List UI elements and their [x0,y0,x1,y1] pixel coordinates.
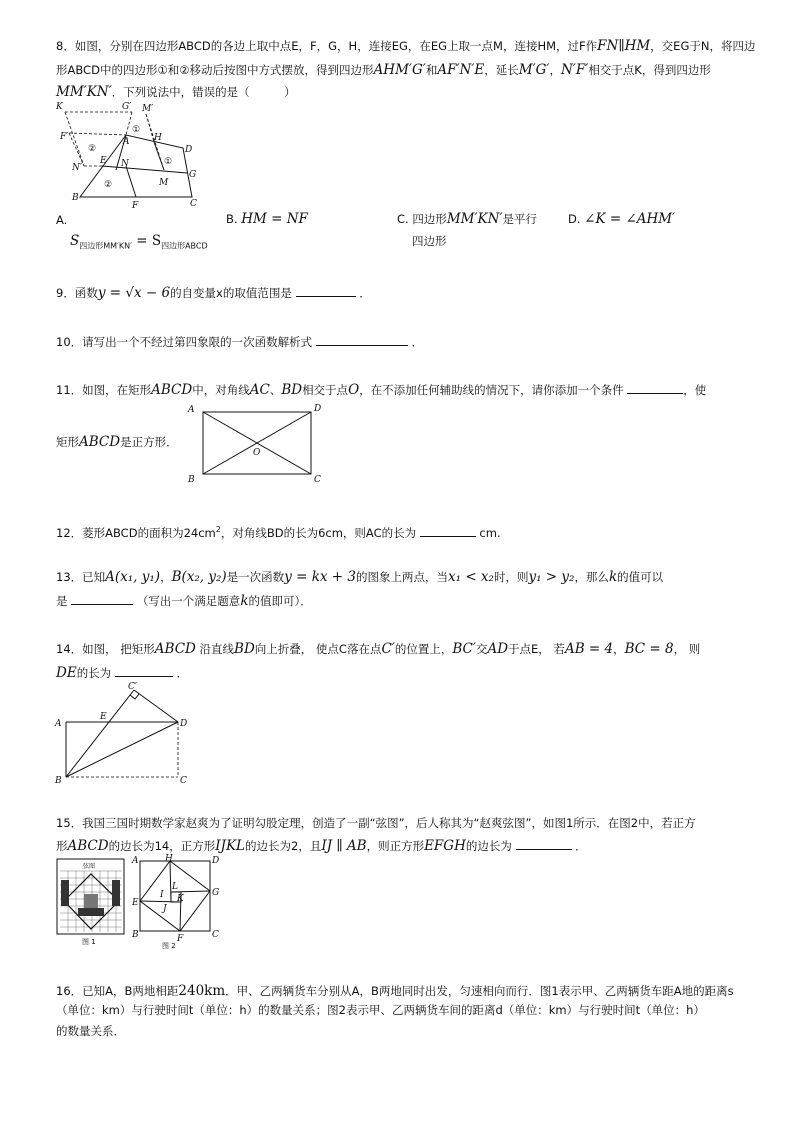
q15-fig2-K: K [177,894,184,904]
q8-edge-eg [102,166,187,173]
q15-figure-1 [56,858,126,948]
q15-fig2-J: J [163,904,167,914]
q15-l2c: 的边长为2，且 [245,839,322,853]
q8-option-a [70,234,208,253]
q11-figure [186,402,326,486]
q15-line2 [56,838,587,854]
q11-abcd: ABCD [151,382,193,398]
q15-fig2-D: D [212,856,220,866]
q11-label-O: O [253,448,261,458]
q8-label-K: K [56,102,63,112]
q14-c: 向上折叠， 使点C落在点 [254,642,382,656]
q8-opt-a-s1: S [70,233,80,249]
q8-dash-f1-a [69,133,126,135]
q11-ac: AC [249,382,270,398]
q11-label-A: A [188,405,195,415]
q15-square-efgh [140,861,210,931]
q8-label-D: D [185,145,193,155]
q14-answer-blank[interactable] [115,665,173,677]
q14-h: ， 则 [673,642,701,656]
q8-label-B: B [72,193,79,203]
q10 [56,334,423,350]
q15-fig2-H: H [165,854,173,864]
q10-text: 10．请写出一个不经过第四象限的一次函数解析式 [56,335,313,349]
q9-math: y = √x − 6 [97,285,171,301]
q11-label-B: B [188,475,195,485]
q8-math-nf: N′F′ [561,62,589,78]
q14-edge-bd [66,722,178,777]
q15-fig2-G: G [212,888,220,898]
q13-line2 [56,593,312,609]
q16-line3: 的数量关系． [56,1024,125,1038]
q15-fig2-F: F [177,934,184,944]
q13-line1 [56,570,663,585]
q8-dash-m1-h [146,114,154,142]
q8-label-E: E [100,156,107,166]
q9-end: ． [359,286,371,300]
q8-opt-a-sub2: 四边形ABCD [161,241,208,251]
q13-f: ，那么 [574,570,609,584]
q14-edge-cpd [134,690,178,722]
q13-pb: B(x₂, y₂) [171,569,227,585]
q14-line1 [56,642,700,657]
q13-line2-a: 是 [56,594,68,608]
q15-fig2-A: A [132,856,139,866]
q8-text-and: 和 [425,63,438,77]
q11-d: 相交于点 [302,383,349,397]
q11-f: ，使 [683,383,707,397]
q8-label-F1: F′ [60,132,69,142]
q15-fig2-B: B [132,930,139,940]
q14-bd: BD [234,641,255,657]
q11-bd: BD [281,382,303,398]
q14-label-B: B [55,776,62,786]
q13-line2-c: 的值即可）． [248,594,312,608]
q14-cp: C′ [381,641,395,657]
q14-b: 沿直线 [195,642,235,656]
q8-text-2b: ，延长 [484,63,519,77]
q11-line2-abcd: ABCD [79,434,121,450]
q12-unit: cm. [479,525,501,540]
q14-label-A: A [55,719,62,729]
q15-l2b: 的边长为14，正方形 [108,839,216,853]
q15-l2a: 形 [56,839,68,853]
q14-f: 于点E， 若 [508,642,565,656]
q8-label-A: A [123,137,130,147]
q8-circle-2-left: ② [88,144,97,154]
q15-l2d: ，则正方形 [366,839,425,853]
q16-dist: 240km [178,983,226,999]
q8-text-2d: 相交于点K，得到四边形 [588,63,711,77]
q15-fig1-caption: 图 1 [82,938,96,946]
q8-label-M: M [159,178,169,188]
q8-line3 [56,85,296,100]
q11-label-C: C [314,475,321,485]
q8-option-c-line2: 四边形 [412,234,447,248]
q8-opt-c-math: MM′KN′ [446,211,503,227]
q15-square-abcd [140,861,210,931]
q15-efgh: EFGH [424,838,466,854]
q8-opt-b-math: HM = NF [241,211,308,227]
q8-opt-d-label: D. [568,212,581,226]
q9-prefix: 9．函数 [56,286,98,300]
q13-fn: y = kx + 3 [284,569,356,585]
q14-line2 [56,665,188,681]
q14-g: ， [613,642,625,656]
q13-b: ， [160,570,172,584]
q8-opt-a-eq: = S [131,233,162,249]
q15-par: IJ ∥ AB [321,838,367,854]
q14-de: DE [56,665,77,681]
q11-b: 中，对角线 [192,383,250,397]
q15-fig2-E: E [132,898,139,908]
q12 [56,522,501,541]
q9-answer-blank[interactable] [296,285,356,297]
q14-line2-end: ． [176,666,188,680]
q14-edge-bcp [66,690,134,777]
q14-a: 14．如图， 把矩形 [56,642,155,656]
q8-text-2a: 形ABCD中的四边形①和②移动后按图中方式摆放，得到四边形 [56,63,374,77]
q14-label-C: C [180,776,187,786]
q13-g: 的值可以 [617,570,664,584]
q8-label-F: F [132,201,139,211]
q8-fn-hm: FN∥HM [597,38,651,54]
q14-d: 的位置上， [394,642,453,656]
q9-suffix: 的自变量x的取值范围是 [170,286,292,300]
q15-fig2-L: L [172,882,178,892]
q15-l2e: 的边长为 [465,839,512,853]
q15-l2end: ． [575,839,587,853]
q15-fig2-C: C [212,930,219,940]
q8-label-C: C [190,199,197,209]
q16-a: 16．已知A，B两地相距 [56,984,179,998]
q8-math-mg: M′G′ [518,62,550,78]
q8-edge-hm [154,142,164,170]
q14-label-D: D [180,719,188,729]
q13-c: 是一次函数 [226,570,285,584]
q14-right-angle-mark [130,694,139,699]
q13-pa: A(x₁, y₁) [105,569,161,585]
q13-answer-blank[interactable] [71,593,133,605]
q12-answer-blank[interactable] [420,525,476,537]
q8-circle-1-right: ① [164,157,173,167]
q11-label-D: D [314,404,322,414]
q8-circle-2-bottom: ② [104,180,113,190]
q11-line2-a: 矩形 [56,435,79,449]
q12-a: 12．菱形ABCD的面积为24cm [56,525,216,540]
q8-dash-f1-n1 [69,133,84,166]
q14-ad: AD [487,641,509,657]
q8-figure [56,100,206,210]
q8-math-afne: AF′N′E [437,62,485,78]
q15-fig2-I: I [160,890,164,900]
q12-sup: 2 [215,525,221,534]
q8-label-G1: G′ [122,102,132,112]
q11-a: 11．如图，在矩形 [56,383,152,397]
q11-answer-blank[interactable] [627,382,683,394]
q11-line1 [56,382,706,398]
q14-bc: BC = 8 [624,641,674,657]
q9 [56,285,371,301]
q8-option-d [568,212,675,227]
q13-a: 13．已知 [56,570,106,584]
q15-figure-2 [130,855,220,950]
q14-bcp: BC′ [452,641,476,657]
q8-label-N1: N′ [72,163,82,173]
q10-answer-blank[interactable] [316,334,408,346]
q13-cond2: y₁ > y₂ [528,569,575,585]
q15-ijkl: IJKL [215,838,246,854]
q15-fig1-title: 弦图 [83,863,96,870]
q10-end: ． [411,335,423,349]
q8-math-mmkn: MM′KN′ [56,84,112,100]
q8-label-H: H [154,133,162,143]
q16-b: ．甲、乙两辆货车分别从A，B两地同时出发，匀速相向而行．图1表示甲、乙两辆货车距A地的距离s [225,984,734,998]
q8-opt-a-sub1: 四边形MM′KN′ [79,241,132,251]
q15-fig2-caption: 图 2 [162,942,176,950]
q8-option-c [397,212,537,227]
q12-b: ，对角线BD的长为6cm，则AC的长为 [220,525,417,540]
q8-label-M1: M′ [142,104,154,114]
q14-label-E: E [100,712,107,722]
q8-text-2c: ， [549,63,561,77]
q11-c: 、 [269,383,282,397]
q11-line2 [56,435,178,450]
q11-line2-b: 是正方形． [120,435,178,449]
q8-opt-d-math: ∠K = ∠AHM′ [584,211,676,227]
q8-option-a-label: A. [56,213,68,227]
q14-label-Cp: C′ [128,682,137,692]
q16-line2: （单位：km）与行驶时间t（单位：h）的数量关系；图2表示甲、乙两辆货车间的距离d（单位：km）与行驶时间t（单位：h） [56,1003,705,1017]
q8-math-ahmg: AHM′G′ [373,62,426,78]
q8-opt-c-tail: 是平行 [502,212,538,226]
q13-line2-k: k [240,593,249,609]
q11-o: O [348,382,360,398]
q14-abcd: ABCD [154,641,196,657]
q13-line2-b: （写出一个满足题意 [136,594,241,608]
q14-figure [54,680,194,786]
q8-opt-c-label: C. 四边形 [397,212,447,226]
q15-abcd: ABCD [67,838,109,854]
q13-e: 时，则 [493,570,529,584]
q8-text-1-tail: ，交EG于N，将四边 [650,39,756,53]
q8-circle-1-top: ① [132,125,141,135]
q8-line2 [56,63,711,78]
q8-text-3: ．下列说法中，错误的是（ ） [111,85,296,99]
q14-line2-a: 的长为 [76,666,112,680]
q15-answer-blank[interactable] [516,838,572,850]
q8-text-1: 8．如图，分别在四边形ABCD的各边上取中点E，F，G，H，连接EG，在EG上取一点M，连接HM，过F作 [56,39,598,53]
q13-cond1: x₁ < x₂ [448,569,494,585]
q11-e: ，在不添加任何辅助线的情况下，请你添加一个条件 [359,383,624,397]
q8-opt-b-label: B. [226,212,238,226]
q13-k: k [608,569,618,585]
q14-e: 交 [475,642,488,656]
q8-option-b [226,212,308,227]
q8-line1 [56,39,755,54]
q14-ab: AB = 4 [564,641,614,657]
q13-d: 的图象上两点，当 [356,570,448,584]
q8-label-G: G [189,170,197,180]
q16-line1 [56,984,734,999]
q15-line1: 15．我国三国时期数学家赵爽为了证明勾股定理，创造了一副“弦图”，后人称其为“赵爽弦图”，如图1所示．在图2中，若正方 [56,816,696,830]
q8-edge-fn [126,166,136,197]
q8-label-N: N [121,159,129,169]
